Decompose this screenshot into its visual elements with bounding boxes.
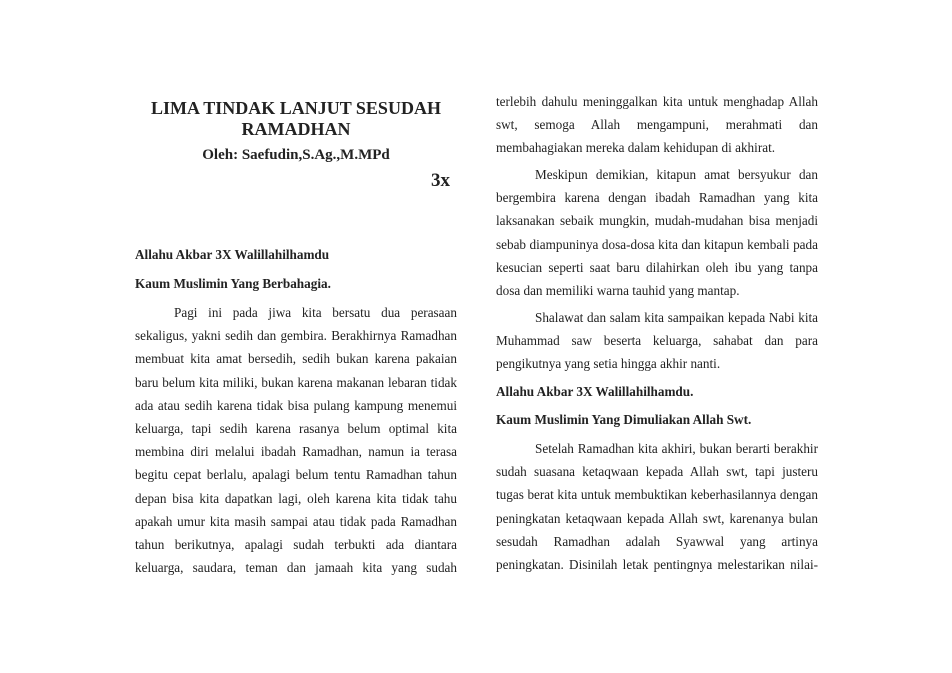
body-paragraph: Meskipun demikian, kitapun amat bersyukur dan bergembira karena dengan ibadah Ramadhan yang kita laksanakan sebaik mungkin, mudah-mudahan bisa menjadi sebab diampuninya dosa-dosa kita dan kitapun kembali pada kesucian seperti saat baru dilahirkan oleh ibu yang tanpa dosa dan memiliki warna tauhid yang mantap.	[496, 167, 818, 299]
section-heading: Kaum Muslimin Yang Dimuliakan Allah Swt.	[496, 412, 752, 427]
repeat-mark: 3x	[431, 170, 450, 191]
section-heading: Allahu Akbar 3X Walillahilhamdu	[135, 247, 330, 262]
body-paragraph: Pagi ini pada jiwa kita bersatu dua perasaan sekaligus, yakni sedih dan gembira. Berakhirnya Ramadhan membuat kita amat bersedih, sedih bukan karena pakaian baru belum kita miliki, bukan karena makanan lebaran tidak ada atau sedih karena tidak bisa pulang kampung menemui keluarga, tapi sedih karena rasanya belum optimal kita membina diri melalui ibadah Ramadhan, namun ia terasa begitu cepat berlalu, apalagi belum tentu Ramadhan tahun depan bisa kita dapatkan lagi, oleh karena kita tidak tahu apakah umur kita masih sampai atau tidak pada Ramadhan tahun berikutnya, apalagi sudah terbukti ada diantara keluarga, saudara, teman dan jamaah kita yang sudah	[135, 305, 457, 576]
section-heading: Kaum Muslimin Yang Berbahagia.	[135, 276, 331, 291]
body-paragraph: terlebih dahulu meninggalkan kita untuk menghadap Allah swt, semoga Allah mengampuni, merahmati dan membahagiakan mereka dalam kehidupan di akhirat.	[496, 94, 818, 156]
section-heading: Allahu Akbar 3X Walillahilhamdu.	[496, 384, 694, 399]
document-title: LIMA TINDAK LANJUT SESUDAH RAMADHAN	[151, 98, 441, 139]
body-paragraph: Shalawat dan salam kita sampaikan kepada Nabi kita Muhammad saw beserta keluarga, sahabat dan para pengikutnya yang setia hingga akhir nanti.	[496, 310, 818, 372]
document-author: Oleh: Saefudin,S.Ag.,M.MPd	[202, 147, 390, 163]
title-block	[135, 98, 457, 165]
body-paragraph: Setelah Ramadhan kita akhiri, bukan berarti berakhir sudah suasana ketaqwaan kepada Allah swt, tapi justeru tugas berat kita untuk membuktikan keberhasilannya dengan peningkatan ketaqwaan kepada Allah swt, karenanya bulan sesudah Ramadhan adalah Syawwal yang artinya peningkatan. Disinilah letak pentingnya melestarikan nilai-	[496, 441, 818, 573]
